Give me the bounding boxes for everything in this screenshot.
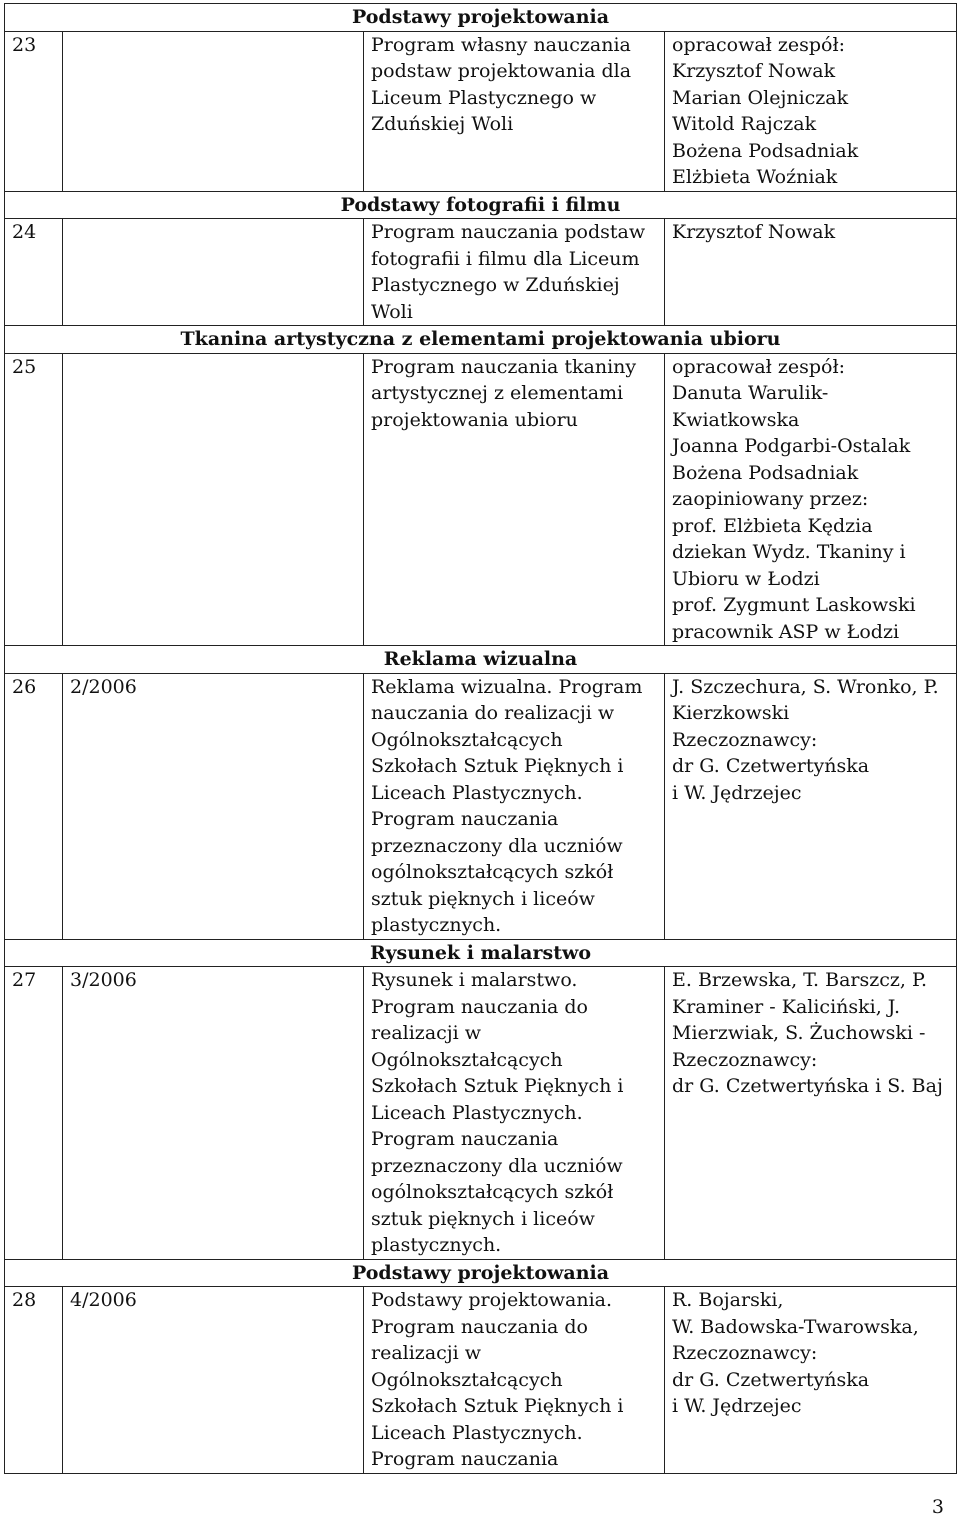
program-title: Podstawy projektowania. Program nauczania do realizacji w Ogólnokształcących Szkołach Sztuk Pięknych i Liceach Plastycznych. Program nauczania	[364, 1287, 665, 1474]
row-number: 26	[5, 673, 63, 939]
section-row	[5, 1259, 957, 1287]
program-title: Program własny nauczania podstaw projektowania dla Liceum Plastycznego w Zduńskiej Woli	[364, 31, 665, 191]
program-authors: R. Bojarski, W. Badowska-Twarowska, Rzeczoznawcy: dr G. Czetwertyńska i W. Jędrzejec	[665, 1287, 957, 1474]
section-title: Podstawy projektowania	[5, 1259, 957, 1287]
table-row	[5, 1287, 957, 1474]
program-code: 4/2006	[63, 1287, 364, 1474]
program-code: 2/2006	[63, 673, 364, 939]
section-title: Rysunek i malarstwo	[5, 939, 957, 967]
section-row	[5, 326, 957, 354]
section-title: Reklama wizualna	[5, 646, 957, 674]
program-authors: E. Brzewska, T. Barszcz, P. Kraminer - Kaliciński, J. Mierzwiak, S. Żuchowski - Rzeczoznawcy: dr G. Czetwertyńska i S. Baj	[665, 967, 957, 1260]
program-code	[63, 31, 364, 191]
table-body	[5, 4, 957, 1474]
table-row	[5, 353, 957, 646]
program-authors: Krzysztof Nowak	[665, 219, 957, 326]
program-authors: J. Szczechura, S. Wronko, P. Kierzkowski Rzeczoznawcy: dr G. Czetwertyńska i W. Jędrzejec	[665, 673, 957, 939]
table-row	[5, 31, 957, 191]
section-row	[5, 4, 957, 32]
section-row	[5, 191, 957, 219]
row-number: 28	[5, 1287, 63, 1474]
row-number: 24	[5, 219, 63, 326]
section-row	[5, 646, 957, 674]
program-title: Rysunek i malarstwo. Program nauczania do realizacji w Ogólnokształcących Szkołach Sztuk Pięknych i Liceach Plastycznych. Program nauczania przeznaczony dla uczniów ogólnokształcących szkół sztuk pięknych i liceów plastycznych.	[364, 967, 665, 1260]
section-title: Podstawy projektowania	[5, 4, 957, 32]
program-title: Reklama wizualna. Program nauczania do realizacji w Ogólnokształcących Szkołach Sztuk Pięknych i Liceach Plastycznych. Program nauczania przeznaczony dla uczniów ogólnokształcących szkół sztuk pięknych i liceów plastycznych.	[364, 673, 665, 939]
program-title: Program nauczania podstaw fotografii i filmu dla Liceum Plastycznego w Zduńskiej Woli	[364, 219, 665, 326]
table-row	[5, 219, 957, 326]
program-code: 3/2006	[63, 967, 364, 1260]
section-row	[5, 939, 957, 967]
program-authors: opracował zespół: Krzysztof Nowak Marian Olejniczak Witold Rajczak Bożena Podsadniak Elżbieta Woźniak	[665, 31, 957, 191]
table-row	[5, 673, 957, 939]
section-title: Tkanina artystyczna z elementami projektowania ubioru	[5, 326, 957, 354]
program-code	[63, 219, 364, 326]
table-row	[5, 967, 957, 1260]
section-title: Podstawy fotografii i filmu	[5, 191, 957, 219]
program-code	[63, 353, 364, 646]
page-number: 3	[931, 1496, 944, 1518]
curriculum-table	[4, 3, 957, 1474]
program-title: Program nauczania tkaniny artystycznej z elementami projektowania ubioru	[364, 353, 665, 646]
row-number: 27	[5, 967, 63, 1260]
row-number: 23	[5, 31, 63, 191]
row-number: 25	[5, 353, 63, 646]
program-authors: opracował zespół: Danuta Warulik- Kwiatkowska Joanna Podgarbi-Ostalak Bożena Podsadniak zaopiniowany przez: prof. Elżbieta Kędzia dziekan Wydz. Tkaniny i Ubioru w Łodzi prof. Zygmunt Laskowski pracownik ASP w Łodzi	[665, 353, 957, 646]
